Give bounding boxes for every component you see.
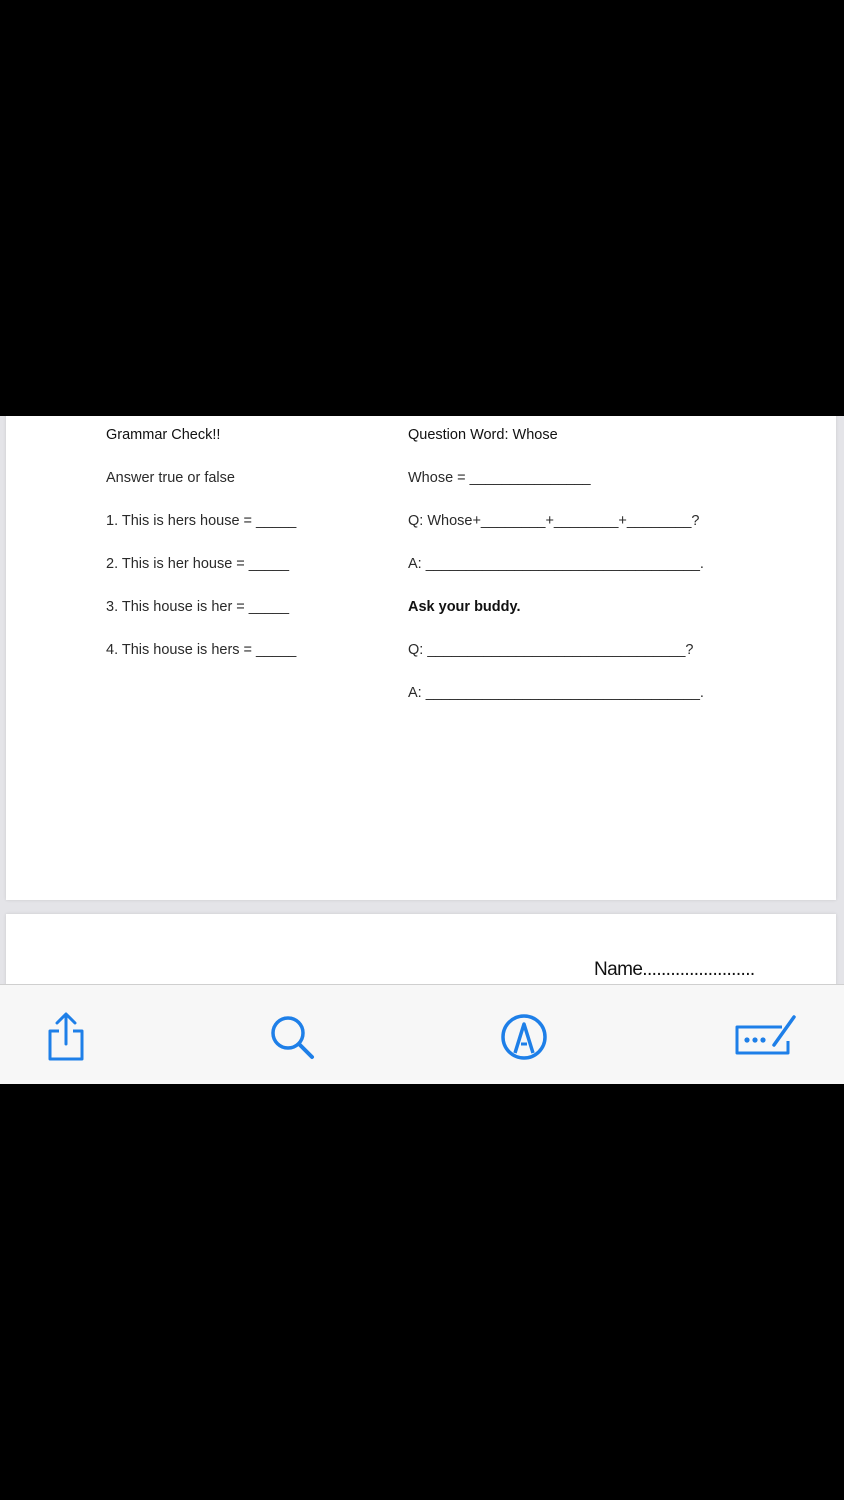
bottom-toolbar	[0, 984, 844, 1084]
markup-icon	[500, 1013, 548, 1061]
answer-line-1: A: __________________________________.	[408, 556, 704, 572]
question-word-title: Question Word: Whose	[408, 427, 558, 443]
worksheet-page	[6, 416, 836, 900]
share-icon	[44, 1011, 88, 1063]
question-pattern-line: Q: Whose+________+________+________?	[408, 513, 700, 529]
buddy-question-line: Q: ________________________________?	[408, 642, 694, 658]
document-viewer[interactable]	[0, 416, 844, 1084]
share-button[interactable]	[42, 1013, 90, 1061]
form-fill-button[interactable]	[734, 1013, 798, 1061]
search-icon	[268, 1013, 316, 1061]
grammar-check-title: Grammar Check!!	[106, 427, 221, 443]
question-item-2: 2. This is her house = _____	[106, 556, 290, 572]
instruction-text: Answer true or false	[106, 470, 235, 486]
buddy-answer-line: A: __________________________________.	[408, 685, 704, 701]
name-label: Name........................	[594, 959, 755, 980]
form-fill-icon	[734, 1013, 798, 1061]
question-item-4: 4. This house is hers = _____	[106, 642, 297, 658]
search-button[interactable]	[268, 1013, 316, 1061]
question-item-1: 1. This is hers house = _____	[106, 513, 297, 529]
ask-buddy-heading: Ask your buddy.	[408, 599, 521, 615]
markup-button[interactable]	[500, 1013, 548, 1061]
whose-definition-line: Whose = _______________	[408, 470, 591, 486]
question-item-3: 3. This house is her = _____	[106, 599, 290, 615]
